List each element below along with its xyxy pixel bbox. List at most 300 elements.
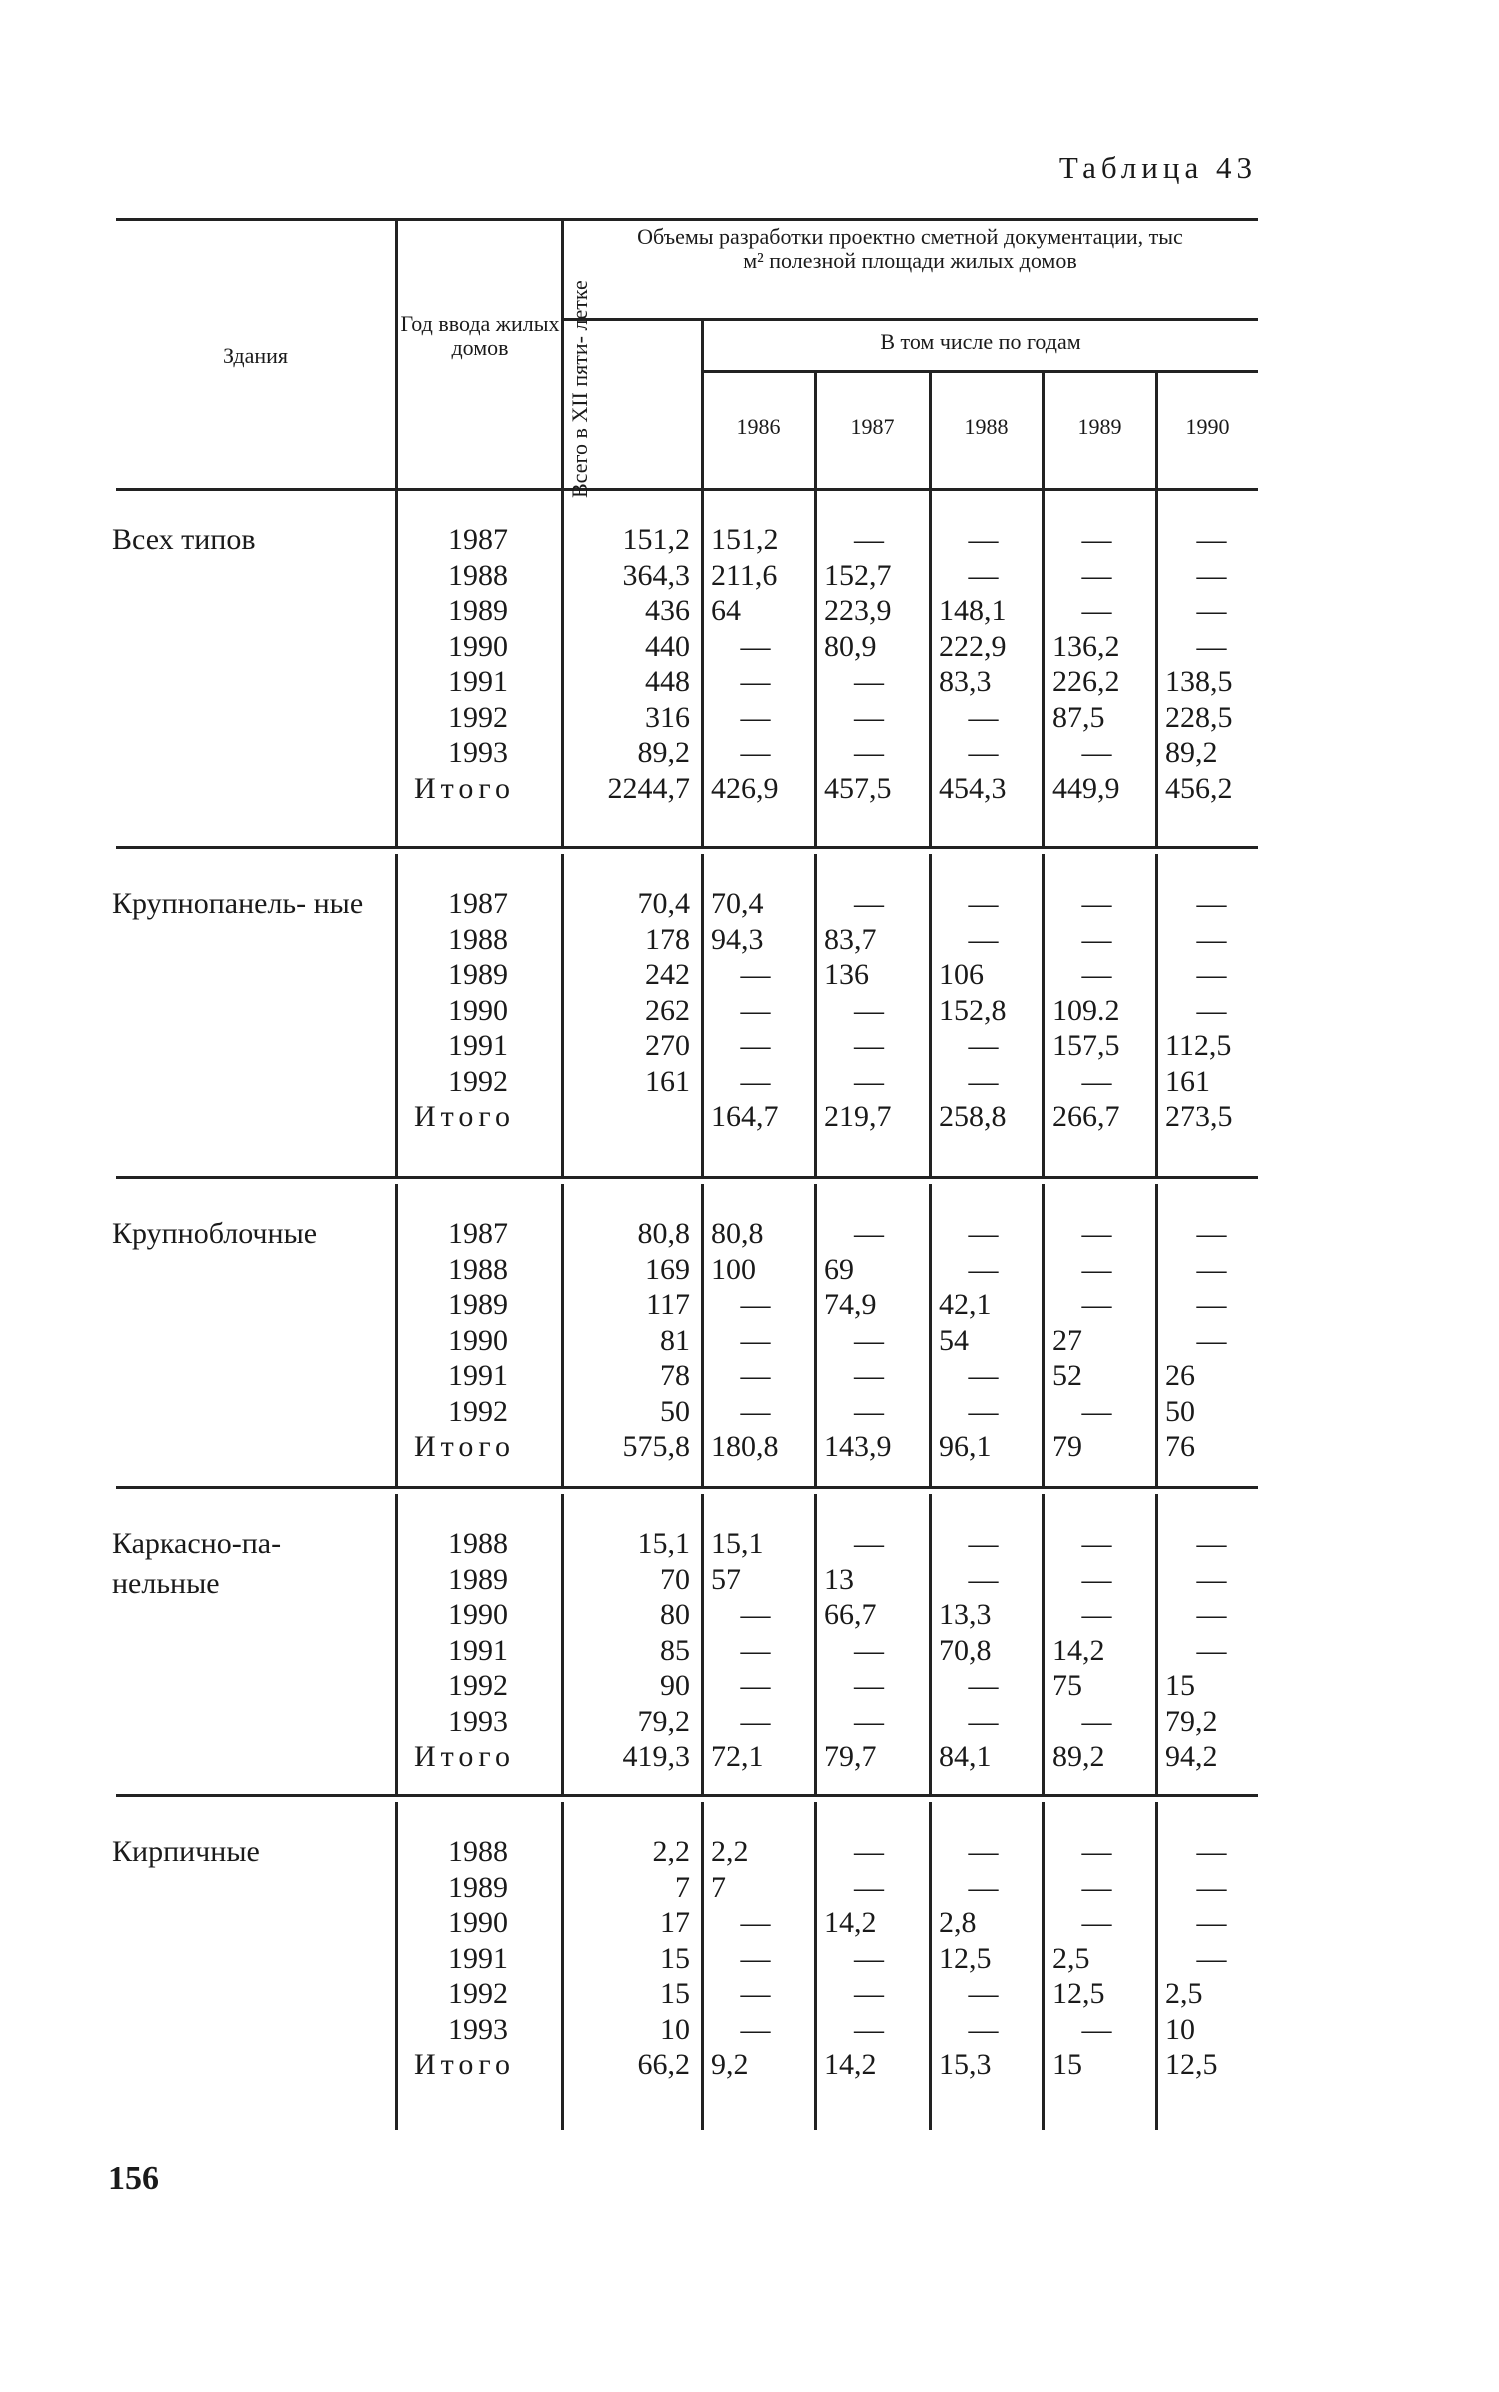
cell-year-value: — — [968, 1064, 999, 1098]
cell-year-value: 89,2 — [1165, 736, 1218, 769]
cell-year-value: — — [1196, 629, 1227, 663]
cell-total: 161 — [645, 1064, 690, 1098]
cell-year-value: — — [740, 2012, 771, 2046]
cell-year-value: 223,9 — [824, 594, 892, 627]
column-line — [1155, 490, 1158, 846]
row-year: 1987 — [448, 887, 508, 920]
cell-year-value: — — [854, 1669, 884, 1702]
cell-year-value: 211,6 — [711, 558, 778, 592]
cell-year-value: — — [968, 1359, 999, 1392]
cell-year-value: — — [854, 700, 884, 734]
cell-total: 15,1 — [637, 1527, 690, 1560]
cell-year-value: — — [1081, 887, 1112, 920]
row-year: 1988 — [448, 1835, 508, 1868]
cell-year-value: — — [854, 1870, 884, 1904]
cell-year-value: — — [1196, 1906, 1227, 1939]
cell-year-value: — — [1196, 1633, 1227, 1667]
cell-year-value: 94,2 — [1165, 1740, 1218, 1773]
row-year: 1992 — [448, 1669, 508, 1702]
cell-total: 79,2 — [637, 1704, 690, 1738]
column-line — [1155, 1184, 1158, 1486]
cell-year-value: — — [740, 1906, 771, 1939]
cell-total: 242 — [645, 958, 690, 991]
cell-year-value: 79 — [1052, 1430, 1082, 1463]
cell-year-value: — — [854, 1633, 884, 1667]
cell-year-value: — — [1081, 1598, 1112, 1631]
row-year: 1987 — [448, 523, 508, 556]
cell-year-value: — — [1196, 958, 1227, 991]
cell-year-value: 80,8 — [711, 1217, 764, 1250]
cell-year-value: — — [1081, 1835, 1112, 1868]
cell-year-value: — — [854, 1064, 884, 1098]
cell-year-value: — — [1081, 1394, 1112, 1428]
row-year: 1988 — [448, 1527, 508, 1560]
row-year: 1993 — [448, 736, 508, 769]
cell-year-value: — — [740, 1941, 771, 1975]
row-year: 1988 — [448, 558, 508, 592]
column-line — [701, 854, 704, 1176]
cell-year-value: — — [968, 1704, 999, 1738]
cell-year-value: — — [740, 1598, 771, 1631]
cell-total: 78 — [660, 1359, 690, 1392]
cell-year-value: 64 — [711, 594, 741, 627]
group-name: Всех типов — [112, 523, 256, 556]
cell-year-value: — — [1196, 1598, 1227, 1631]
cell-year-value: 143,9 — [824, 1430, 892, 1463]
group-name: Крупнопанель- ные — [112, 887, 364, 920]
cell-year-value: — — [1081, 523, 1112, 556]
column-line — [1042, 854, 1045, 1176]
cell-year-value: 54 — [939, 1323, 969, 1357]
cell-year-value: — — [1196, 523, 1227, 556]
header-mid-rule — [563, 318, 1258, 321]
header-year-1989: 1989 — [1077, 414, 1122, 439]
row-year: 1989 — [448, 1870, 508, 1904]
column-line — [701, 1802, 704, 2130]
cell-year-value: — — [968, 1562, 999, 1596]
cell-year-value: 136 — [824, 958, 869, 991]
cell-year-value: — — [854, 1217, 884, 1250]
cell-year-value: 109.2 — [1052, 993, 1120, 1027]
cell-year-value: 100 — [711, 1252, 756, 1286]
cell-year-value: 12,5 — [939, 1941, 992, 1975]
cell-year-value: 74,9 — [824, 1288, 877, 1321]
cell-year-value: 52 — [1052, 1359, 1082, 1392]
cell-year-value: 219,7 — [824, 1100, 892, 1133]
cell-year-value: — — [968, 1835, 999, 1868]
cell-total: 2,2 — [652, 1835, 690, 1868]
cell-year-value: — — [968, 1977, 999, 2010]
group-rule — [116, 1794, 1258, 1797]
cell-year-value: — — [740, 1669, 771, 1702]
column-line — [929, 1494, 932, 1794]
cell-year-value: — — [740, 1633, 771, 1667]
cell-year-value: — — [1196, 594, 1227, 627]
cell-year-value: — — [968, 1870, 999, 1904]
cell-year-value: — — [968, 736, 999, 769]
cell-year-value: — — [854, 1977, 884, 2010]
column-line — [701, 490, 704, 846]
cell-total: 575,8 — [622, 1430, 690, 1463]
row-year: 1989 — [448, 1562, 508, 1596]
cell-year-value: — — [740, 629, 771, 663]
cell-year-value: — — [968, 523, 999, 556]
cell-year-value: — — [968, 1217, 999, 1250]
table-title: Таблица 43 — [1058, 150, 1257, 185]
column-line — [561, 854, 564, 1176]
row-year: 1992 — [448, 1394, 508, 1428]
row-year: 1991 — [448, 665, 508, 698]
cell-year-value: — — [854, 523, 884, 556]
cell-year-value: — — [854, 1941, 884, 1975]
cell-total: 448 — [645, 665, 690, 698]
cell-year-value: 157,5 — [1052, 1029, 1120, 1062]
cell-total: 10 — [660, 2012, 690, 2046]
cell-year-value: — — [740, 1288, 771, 1321]
cell-year-value: — — [968, 1527, 999, 1560]
cell-year-value: — — [968, 558, 999, 592]
column-line — [1042, 1802, 1045, 2130]
cell-year-value: — — [854, 665, 884, 698]
header-buildings: Здания — [222, 343, 289, 368]
cell-year-value: — — [740, 1704, 771, 1738]
row-year: 1989 — [448, 958, 508, 991]
cell-year-value: 10 — [1165, 2012, 1195, 2046]
cell-year-value: — — [740, 700, 771, 734]
column-line — [395, 490, 398, 846]
cell-total: 89,2 — [637, 736, 690, 769]
cell-year-value: — — [968, 1394, 999, 1428]
row-year: Итого — [414, 1100, 515, 1133]
cell-year-value: — — [740, 958, 771, 991]
cell-year-value: 228,5 — [1165, 700, 1233, 734]
column-line — [1042, 1494, 1045, 1794]
cell-year-value: 2,2 — [711, 1835, 749, 1868]
cell-year-value: — — [740, 736, 771, 769]
cell-year-value: 50 — [1165, 1394, 1195, 1428]
cell-year-value: — — [968, 1029, 999, 1062]
cell-total: 7 — [675, 1870, 690, 1904]
cell-total: 17 — [660, 1906, 690, 1939]
cell-year-value: — — [854, 1029, 884, 1062]
cell-year-value: — — [854, 2012, 884, 2046]
cell-year-value: 454,3 — [939, 771, 1007, 805]
cell-year-value: 57 — [711, 1562, 741, 1596]
column-line — [814, 1802, 817, 2130]
cell-total: 169 — [645, 1252, 690, 1286]
cell-year-value: 94,3 — [711, 922, 764, 956]
cell-total: 15 — [660, 1977, 690, 2010]
row-year: 1988 — [448, 922, 508, 956]
cell-year-value: — — [1081, 2012, 1112, 2046]
cell-year-value: 79,2 — [1165, 1704, 1218, 1738]
cell-year-value: — — [1081, 1562, 1112, 1596]
cell-year-value: 2,5 — [1165, 1977, 1203, 2010]
column-line — [701, 1494, 704, 1794]
cell-year-value: 180,8 — [711, 1430, 779, 1463]
cell-year-value: — — [1081, 1252, 1112, 1286]
cell-total: 2244,7 — [607, 771, 690, 805]
cell-year-value: 226,2 — [1052, 665, 1120, 698]
cell-year-value: 14,2 — [1052, 1633, 1105, 1667]
header-vline-2 — [561, 220, 564, 488]
row-year: 1989 — [448, 594, 508, 627]
cell-year-value: — — [1196, 1835, 1227, 1868]
column-line — [814, 1494, 817, 1794]
cell-year-value: — — [1081, 1906, 1112, 1939]
cell-year-value: — — [1196, 922, 1227, 956]
column-line — [1042, 490, 1045, 846]
column-line — [929, 854, 932, 1176]
cell-total: 80 — [660, 1598, 690, 1631]
cell-total: 262 — [645, 993, 690, 1027]
column-line — [929, 1184, 932, 1486]
header-volumes: Объемы разработки проектно сметной документации, тыс м² полезной площади жилых домов — [637, 224, 1183, 273]
cell-year-value: — — [1081, 1527, 1112, 1560]
cell-year-value: 136,2 — [1052, 629, 1120, 663]
cell-year-value: 70,8 — [939, 1633, 992, 1667]
row-year: 1987 — [448, 1217, 508, 1250]
cell-total: 117 — [646, 1288, 690, 1321]
header-year: Год ввода жилых домов — [400, 311, 560, 360]
column-line — [1042, 1184, 1045, 1486]
column-line — [814, 490, 817, 846]
cell-year-value: 2,5 — [1052, 1941, 1090, 1975]
cell-year-value: 83,3 — [939, 665, 992, 698]
cell-year-value: — — [1081, 1288, 1112, 1321]
cell-year-value: 15,1 — [711, 1527, 764, 1560]
group-rule — [116, 1176, 1258, 1179]
cell-year-value: — — [854, 887, 884, 920]
row-year: Итого — [414, 771, 515, 805]
header-year-1988: 1988 — [964, 414, 1009, 439]
cell-year-value: 456,2 — [1165, 771, 1233, 805]
column-line — [1155, 1494, 1158, 1794]
row-year: 1990 — [448, 1323, 508, 1357]
cell-year-value: — — [854, 1704, 884, 1738]
cell-year-value: 75 — [1052, 1669, 1082, 1702]
column-line — [1155, 1802, 1158, 2130]
cell-year-value: — — [1196, 887, 1227, 920]
row-year: 1992 — [448, 700, 508, 734]
row-year: 1991 — [448, 1941, 508, 1975]
row-year: 1991 — [448, 1633, 508, 1667]
cell-year-value: — — [1081, 1064, 1112, 1098]
cell-year-value: 66,7 — [824, 1598, 877, 1631]
column-line — [395, 1802, 398, 2130]
group-rule — [116, 846, 1258, 849]
cell-total: 70 — [660, 1562, 690, 1596]
cell-total: 50 — [660, 1394, 690, 1428]
cell-year-value: — — [740, 665, 771, 698]
cell-year-value: — — [1081, 594, 1112, 627]
cell-year-value: — — [1196, 1217, 1227, 1250]
row-year: 1990 — [448, 1598, 508, 1631]
cell-year-value: — — [1196, 1527, 1227, 1560]
cell-year-value: — — [854, 1394, 884, 1428]
cell-year-value: — — [740, 1029, 771, 1062]
cell-year-value: — — [740, 1394, 771, 1428]
cell-year-value: — — [968, 2012, 999, 2046]
row-year: 1988 — [448, 1252, 508, 1286]
header-total: Всего в XII пяти- летке — [567, 280, 592, 498]
column-line — [395, 1184, 398, 1486]
column-line — [561, 1184, 564, 1486]
cell-year-value: 152,8 — [939, 993, 1007, 1027]
cell-year-value: 15,3 — [939, 2048, 992, 2081]
cell-year-value: — — [1196, 1870, 1227, 1904]
cell-year-value: — — [968, 700, 999, 734]
cell-year-value: — — [1081, 922, 1112, 956]
cell-year-value: 84,1 — [939, 1740, 992, 1773]
page-number: 156 — [108, 2160, 159, 2197]
cell-year-value: — — [740, 1064, 771, 1098]
cell-total: 85 — [660, 1633, 690, 1667]
cell-year-value: — — [854, 736, 884, 769]
header-by-year: В том числе по годам — [880, 329, 1081, 354]
row-year: 1991 — [448, 1359, 508, 1392]
cell-year-value: 42,1 — [939, 1288, 992, 1321]
cell-year-value: 15 — [1165, 1669, 1195, 1702]
header-vline-1 — [395, 220, 398, 488]
cell-year-value: 457,5 — [824, 771, 892, 805]
cell-year-value: — — [968, 1252, 999, 1286]
cell-year-value: 164,7 — [711, 1100, 779, 1133]
cell-year-value: — — [1196, 1941, 1227, 1975]
group-name: Кирпичные — [112, 1835, 260, 1868]
cell-total: 436 — [645, 594, 690, 627]
cell-total: 90 — [660, 1669, 690, 1702]
cell-year-value: — — [968, 922, 999, 956]
cell-total: 151,2 — [622, 523, 690, 556]
cell-year-value: 70,4 — [711, 887, 764, 920]
cell-year-value: — — [740, 1977, 771, 2010]
row-year: 1992 — [448, 1064, 508, 1098]
group-name: Каркасно-па- нельные — [112, 1527, 282, 1600]
cell-year-value: — — [1081, 558, 1112, 592]
cell-year-value: 96,1 — [939, 1430, 992, 1463]
cell-year-value: 222,9 — [939, 629, 1007, 663]
column-line — [814, 854, 817, 1176]
cell-year-value: — — [740, 1359, 771, 1392]
group-name: Крупноблочные — [112, 1217, 318, 1250]
cell-year-value: 76 — [1165, 1430, 1195, 1463]
cell-year-value: — — [1081, 958, 1112, 991]
cell-year-value: 148,1 — [939, 594, 1007, 627]
cell-year-value: 9,2 — [711, 2048, 749, 2081]
cell-year-value: — — [1081, 736, 1112, 769]
cell-total: 15 — [660, 1941, 690, 1975]
cell-year-value: — — [854, 1835, 884, 1868]
cell-year-value: — — [1196, 1562, 1227, 1596]
header-year-1986: 1986 — [736, 414, 781, 439]
column-line — [701, 1184, 704, 1486]
cell-total: 80,8 — [637, 1217, 690, 1250]
cell-year-value: 79,7 — [824, 1740, 877, 1773]
cell-total: 66,2 — [637, 2048, 690, 2081]
cell-year-value: — — [1081, 1217, 1112, 1250]
top-rule — [116, 218, 1258, 221]
cell-year-value: 83,7 — [824, 922, 877, 956]
cell-year-value: 14,2 — [824, 2048, 877, 2081]
cell-year-value: 7 — [711, 1870, 726, 1904]
row-year: 1993 — [448, 1704, 508, 1738]
cell-total: 70,4 — [637, 887, 690, 920]
row-year: Итого — [414, 1430, 515, 1463]
cell-year-value: — — [1196, 1288, 1227, 1321]
header-bottom-rule — [116, 488, 1258, 491]
cell-total: 270 — [645, 1029, 690, 1062]
column-line — [1155, 854, 1158, 1176]
row-year: Итого — [414, 2048, 515, 2081]
column-line — [561, 490, 564, 846]
cell-year-value: 69 — [824, 1252, 854, 1286]
cell-year-value: 138,5 — [1165, 665, 1233, 698]
cell-year-value: 112,5 — [1165, 1029, 1232, 1062]
cell-year-value: 258,8 — [939, 1100, 1007, 1133]
row-year: 1990 — [448, 629, 508, 663]
row-year: 1989 — [448, 1288, 508, 1321]
header-year-1987: 1987 — [850, 414, 895, 439]
cell-year-value: 449,9 — [1052, 771, 1120, 805]
cell-year-value: 89,2 — [1052, 1740, 1105, 1773]
cell-year-value: — — [1196, 1323, 1227, 1357]
cell-year-value: 2,8 — [939, 1906, 977, 1939]
cell-year-value: — — [740, 993, 771, 1027]
cell-total: 440 — [645, 629, 690, 663]
cell-year-value: 266,7 — [1052, 1100, 1120, 1133]
cell-year-value: — — [1196, 1252, 1227, 1286]
cell-year-value: — — [1196, 993, 1227, 1027]
cell-total: 364,3 — [622, 558, 690, 592]
row-year: 1990 — [448, 993, 508, 1027]
column-line — [929, 1802, 932, 2130]
column-line — [395, 854, 398, 1176]
cell-year-value: 161 — [1165, 1064, 1210, 1098]
cell-year-value: — — [968, 1669, 999, 1702]
cell-year-value: — — [740, 1323, 771, 1357]
cell-year-value: 14,2 — [824, 1906, 877, 1939]
cell-year-value: 12,5 — [1165, 2048, 1218, 2081]
column-line — [929, 490, 932, 846]
cell-total: 316 — [645, 700, 690, 734]
cell-year-value: — — [854, 1323, 884, 1357]
cell-year-value: 26 — [1165, 1359, 1195, 1392]
row-year: 1990 — [448, 1906, 508, 1939]
row-year: 1992 — [448, 1977, 508, 2010]
column-line — [814, 1184, 817, 1486]
cell-year-value: 273,5 — [1165, 1100, 1233, 1133]
cell-year-value: 13,3 — [939, 1598, 992, 1631]
cell-year-value: 87,5 — [1052, 700, 1105, 734]
group-rule — [116, 1486, 1258, 1489]
header-years-rule — [703, 370, 1258, 373]
row-year: 1993 — [448, 2012, 508, 2046]
column-line — [561, 1802, 564, 2130]
row-year: 1991 — [448, 1029, 508, 1062]
row-year: Итого — [414, 1740, 515, 1773]
cell-year-value: — — [968, 887, 999, 920]
cell-year-value: — — [854, 993, 884, 1027]
cell-year-value: — — [1081, 1870, 1112, 1904]
cell-year-value: — — [1081, 1704, 1112, 1738]
cell-year-value: — — [854, 1527, 884, 1560]
cell-year-value: 152,7 — [824, 558, 892, 592]
cell-total: 178 — [645, 922, 690, 956]
cell-year-value: 72,1 — [711, 1740, 764, 1773]
cell-total: 419,3 — [622, 1740, 690, 1773]
cell-year-value: — — [1196, 558, 1227, 592]
